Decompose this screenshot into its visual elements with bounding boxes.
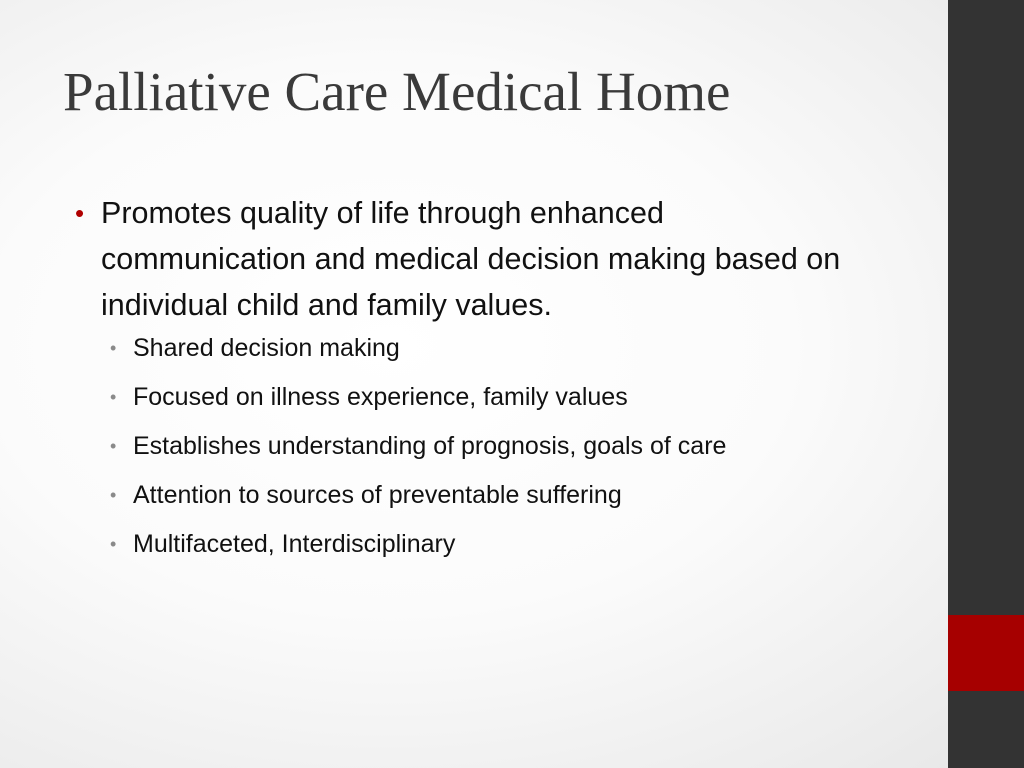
slide-title: Palliative Care Medical Home xyxy=(63,61,731,122)
sub-bullet-marker: • xyxy=(110,485,117,505)
sub-bullet-marker: • xyxy=(110,436,117,456)
sub-bullet-text: Attention to sources of preventable suffering xyxy=(133,481,622,509)
sub-bullet-item xyxy=(75,332,875,364)
bullet-marker: • xyxy=(75,198,85,228)
sub-bullet-text: Multifaceted, Interdisciplinary xyxy=(133,530,456,558)
sub-bullet-marker: • xyxy=(110,338,117,358)
sub-bullet-item xyxy=(75,381,875,413)
sub-bullet-text: Establishes understanding of prognosis, goals of care xyxy=(133,432,727,460)
sub-bullet-marker: • xyxy=(110,534,117,554)
sub-bullet-item xyxy=(75,430,875,462)
sub-bullet-text: Shared decision making xyxy=(133,334,400,362)
sub-bullet-list xyxy=(75,332,875,560)
sub-bullet-item xyxy=(75,528,875,560)
sub-bullet-item xyxy=(75,479,875,511)
sub-bullet-marker: • xyxy=(110,387,117,407)
bullet-item xyxy=(75,190,875,328)
slide-content xyxy=(75,190,875,577)
side-accent-block xyxy=(948,615,1024,691)
bullet-text: Promotes quality of life through enhanced communication and medical decision making based on individual child and family values. xyxy=(101,196,841,322)
sub-bullet-text: Focused on illness experience, family values xyxy=(133,383,628,411)
